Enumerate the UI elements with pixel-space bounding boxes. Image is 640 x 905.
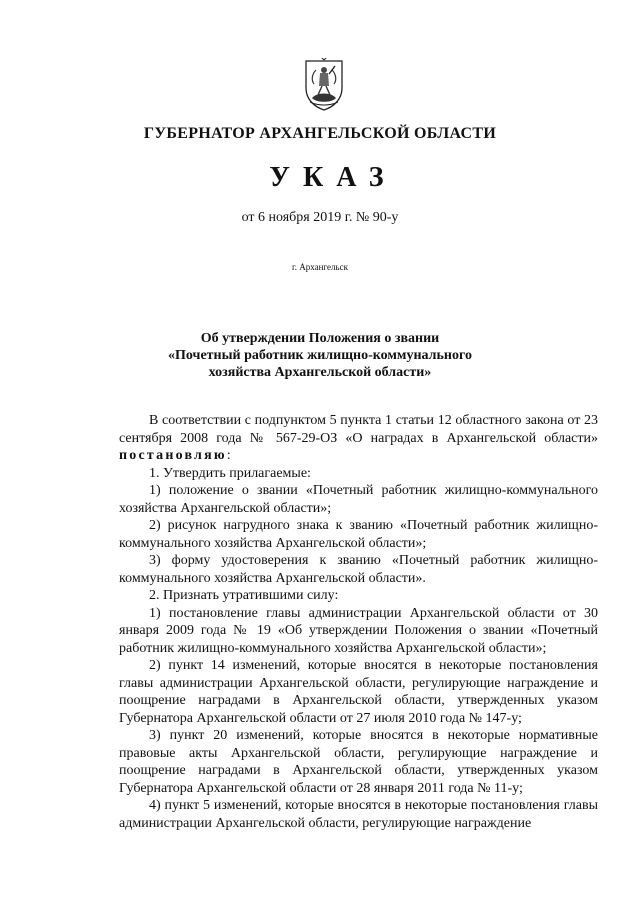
document-date-number: от 6 ноября 2019 г. № 90-у — [241, 210, 399, 225]
document-city: г. Архангельск — [292, 262, 348, 272]
preamble-text: В соответствии с подпунктом 5 пункта 1 статьи 12 областного закона от 23 сентября 2008 года № 567-29-ОЗ «О наградах в Архангельской области» — [119, 413, 598, 446]
list-item: 3) форму удостоверения к званию «Почетный работник жилищно-коммунального хозяйства Архангельской области». — [119, 553, 598, 586]
preamble-colon: : — [226, 448, 231, 463]
title-line: «Почетный работник жилищно-коммунального — [168, 348, 472, 363]
list-item: 1. Утвердить прилагаемые: — [149, 465, 311, 481]
list-item: 1) положение о звании «Почетный работник жилищно-коммунального хозяйства Архангельской области»; — [119, 483, 598, 516]
preamble-paragraph — [119, 412, 598, 465]
decree-word: постановляю — [119, 448, 227, 463]
title-line: хозяйства Архангельской области» — [208, 365, 432, 380]
document-title — [0, 330, 640, 381]
list-item: 2) пункт 14 изменений, которые вносятся в некоторые постановления главы администрации Архангельской области, регулирующие награждение и поощрение наградами в Архангельской области, утвержденных указом Губернатора Архангельской области от 27 июля 2010 года № 147-у; — [119, 658, 598, 726]
archangel-coat-of-arms-icon — [302, 58, 346, 112]
issuer-heading: ГУБЕРНАТОР АРХАНГЕЛЬСКОЙ ОБЛАСТИ — [143, 125, 497, 142]
list-item: 2. Признать утратившими силу: — [149, 588, 339, 603]
document-type: УКАЗ — [269, 162, 397, 193]
list-item: 1) постановление главы администрации Архангельской области от 30 января 2009 года № 19 «Об утверждении Положения о звании «Почетный работник жилищно-коммунального хозяйства Архангельской области»; — [119, 605, 598, 656]
document-body — [119, 412, 598, 832]
list-item: 4) пункт 5 изменений, которые вносятся в некоторые постановления главы администрации Архангельской области, регулирующие награждение — [119, 798, 598, 831]
list-item: 2) рисунок нагрудного знака к званию «Почетный работник жилищно-коммунального хозяйства Архангельской области»; — [119, 518, 598, 551]
list-item: 3) пункт 20 изменений, которые вносятся в некоторые нормативные правовые акты Архангельской области, регулирующие награждение и поощрение наградами в Архангельской области, утвержденных указом Губернатора Архангельской области от 28 января 2011 года № 11-у; — [119, 728, 598, 796]
title-line: Об утверждении Положения о звании — [200, 331, 440, 346]
